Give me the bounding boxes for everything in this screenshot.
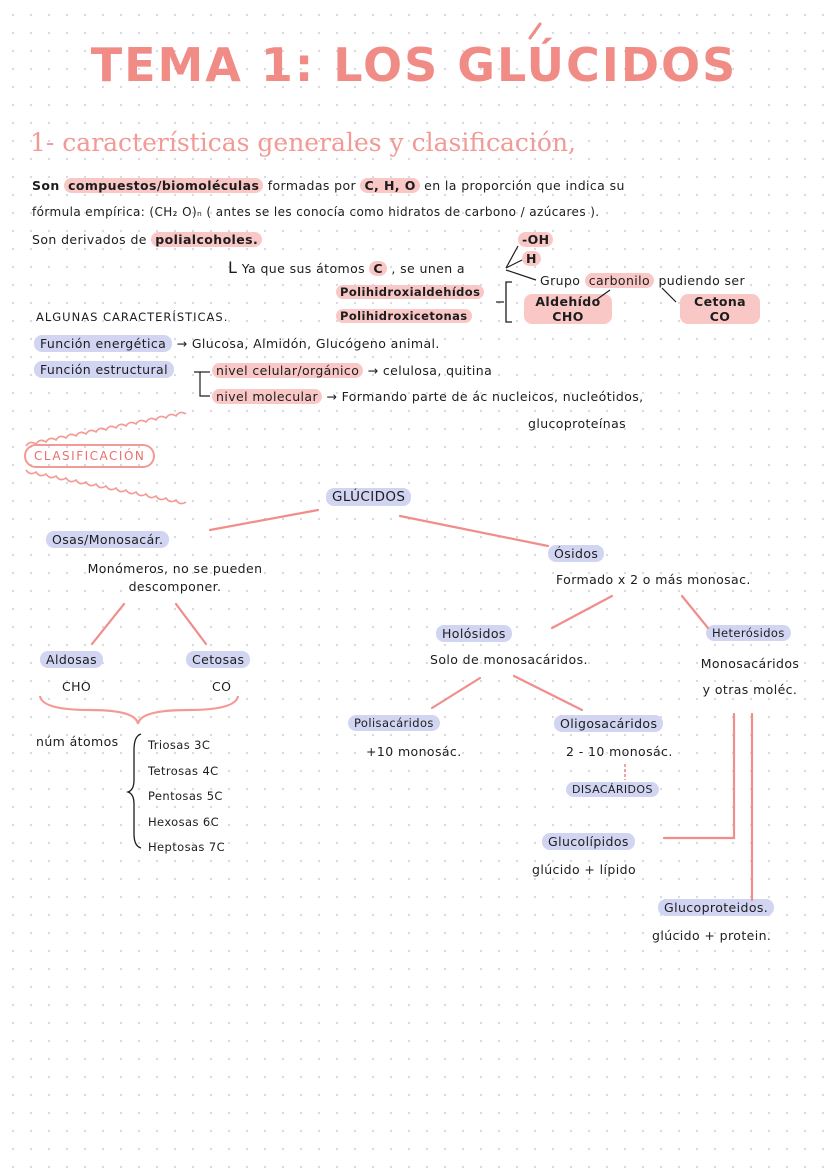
nivel-celular-text: → celulosa, quitina [367, 363, 493, 378]
osas-desc-line: descomponer. [128, 579, 222, 594]
heterosidos-desc-line: Monosacáridos [700, 656, 800, 671]
funcion-estructural-label: Función estructural [34, 361, 174, 378]
caracteristicas-heading: ALGUNAS CARACTERÍSTICAS. [36, 310, 229, 324]
node-glucolipidos: Glucolípidos [542, 833, 635, 850]
funcion-energetica-label: Función energética [34, 335, 172, 352]
holosidos-description: Solo de monosacáridos. [430, 652, 588, 667]
label-polihidroxialdehidos: Polihidroxialdehídos [336, 285, 484, 299]
nivel-celular-label: nivel celular/orgánico [212, 363, 363, 378]
heterosidos-desc-line: y otras moléc. [702, 682, 798, 697]
cetona-text: Cetona [694, 294, 746, 309]
node-heterosidos: Heterósidos [706, 625, 791, 641]
cho-text: CHO [552, 309, 584, 324]
tipo-tetrosas: Tetrosas 4C [148, 763, 219, 778]
tipo-pentosas: Pentosas 5C [148, 789, 223, 803]
intro-text: Son [32, 178, 60, 193]
glucoproteinas-text: glucoproteínas [528, 416, 627, 431]
node-glucidos: GLÚCIDOS [326, 488, 411, 506]
nivel-molecular-text: → Formando parte de ác nucleicos, nucleótidos, [326, 389, 644, 404]
intro-text: pudiendo ser [658, 273, 746, 288]
section-subtitle: 1- características generales y clasificación, [30, 128, 576, 157]
co-text: CO [709, 309, 731, 324]
node-glucoproteidos: Glucoproteidos. [658, 899, 774, 916]
intro-line-4: L Ya que sus átomos C , se unen a [228, 258, 465, 277]
intro-text: , se unen a [391, 261, 465, 276]
label-polihidroxicetonas: Polihidroxicetonas [336, 309, 472, 323]
node-osidos: Ósidos [548, 545, 604, 562]
node-polisacaridos: Polisacáridos [348, 715, 440, 731]
node-aldosas: Aldosas [40, 651, 103, 668]
intro-text: Son derivados de [32, 232, 147, 247]
highlight-c: C [369, 261, 387, 276]
node-disacaridos: DISACÁRIDOS [566, 782, 659, 797]
label-oh: -OH [518, 232, 553, 247]
aldosas-sub: CHO [62, 679, 92, 694]
node-oligosacaridos: Oligosacáridos [554, 715, 663, 732]
oligosacaridos-description: 2 - 10 monosác. [566, 744, 673, 759]
page-title: TEMA 1: LOS GLÚCIDOS [90, 38, 738, 92]
node-osas: Osas/Monosacár. [46, 531, 169, 548]
tipo-triosas: Triosas 3C [148, 738, 211, 752]
clasificacion-label: CLASIFICACIÓN [24, 444, 155, 468]
num-atomos-label: núm átomos [36, 734, 119, 749]
intro-text: Grupo [540, 273, 581, 288]
osas-desc-line: Monómeros, no se pueden [87, 561, 263, 576]
node-cetosas: Cetosas [186, 651, 250, 668]
glucolipidos-description: glúcido + lípido [532, 862, 637, 877]
glucoproteidos-description: glúcido + protein. [652, 928, 772, 943]
aldehido-text: Aldehído [535, 294, 601, 309]
funcion-energetica-text: → Glucosa, Almidón, Glucógeno animal. [176, 336, 440, 351]
intro-text: formadas por [267, 178, 357, 193]
tipo-heptosas: Heptosas 7C [148, 840, 225, 854]
intro-text: en la proporción que indica su [424, 178, 625, 193]
highlight-polialcoholes: polialcoholes. [151, 232, 262, 247]
tipo-hexosas: Hexosas 6C [148, 814, 220, 829]
label-h: H [522, 251, 541, 266]
intro-text: Ya que sus átomos [241, 261, 366, 276]
polisacaridos-description: +10 monosác. [366, 744, 462, 759]
highlight-cho: C, H, O [360, 178, 419, 193]
cetosas-sub: CO [212, 679, 232, 694]
nivel-molecular-label: nivel molecular [212, 389, 322, 404]
node-holosidos: Holósidos [436, 625, 512, 642]
highlight-compuestos: compuestos/biomoléculas [64, 178, 263, 193]
highlight-carbonilo: carbonilo [585, 273, 654, 288]
osidos-description: Formado x 2 o más monosac. [556, 572, 751, 587]
intro-line-2: fórmula empírica: (CH₂ O)ₙ ( antes se les conocía como hidratos de carbono / azúcares ). [32, 205, 600, 219]
